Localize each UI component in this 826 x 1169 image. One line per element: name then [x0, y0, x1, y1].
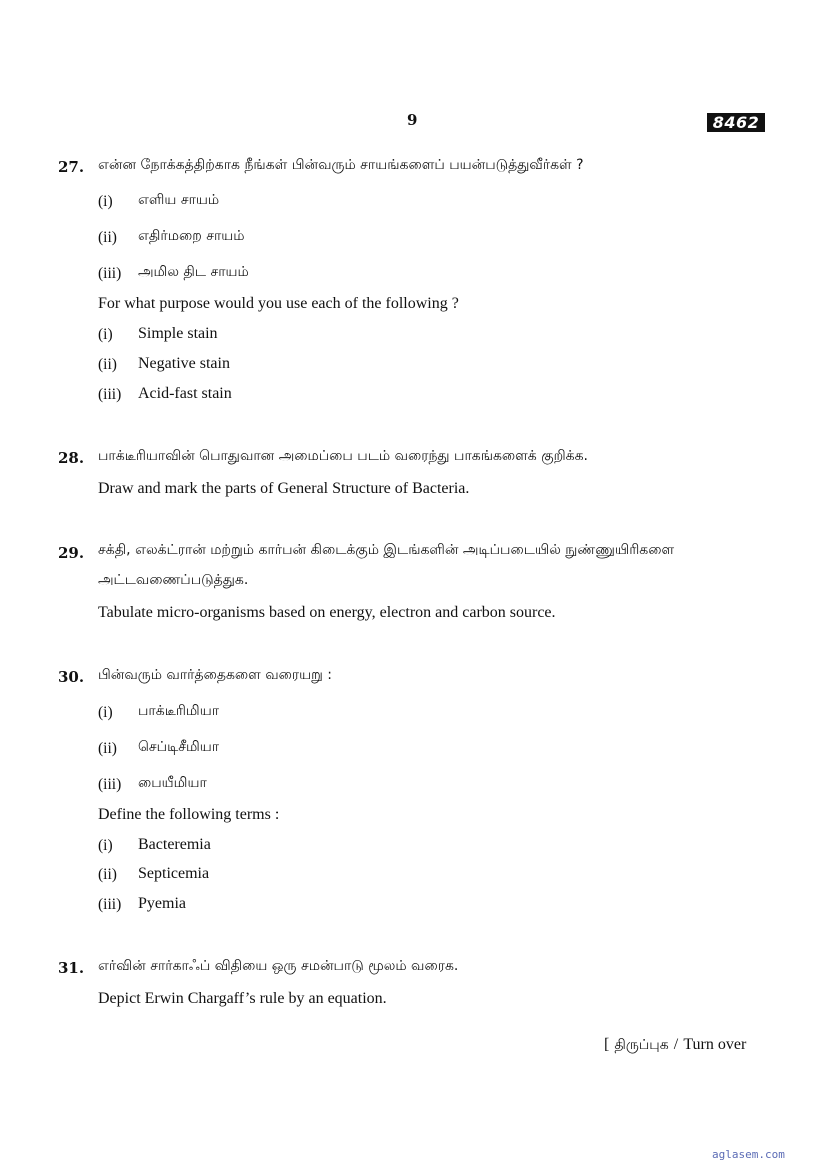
bracket: [	[604, 1036, 610, 1053]
question-text-tamil: எர்வின் சார்காஃப் விதியை ஒரு சமன்பாடு மூலம் வரைக.	[98, 958, 459, 974]
item-label: (iii)	[98, 896, 122, 913]
question-text-english: Draw and mark the parts of General Structure of Bacteria.	[98, 480, 470, 497]
question-text-tamil: சக்தி, எலக்ட்ரான் மற்றும் கார்பன் கிடைக்கும் இடங்களின் அடிப்படையில் நுண்ணுயிரிகளை	[98, 542, 675, 558]
watermark: aglasem.com	[712, 1148, 785, 1161]
item-text-english: Bacteremia	[138, 836, 211, 853]
question-text-tamil: அட்டவணைப்படுத்துக.	[98, 572, 249, 588]
question-text-tamil: பாக்டீரியாவின் பொதுவான அமைப்பை படம் வரைந்து பாகங்களைக் குறிக்க.	[98, 448, 588, 464]
item-label: (ii)	[98, 866, 117, 883]
turn-over-tamil: திருப்புக	[614, 1037, 669, 1053]
turn-over-english: Turn over	[683, 1036, 747, 1053]
item-label: (i)	[98, 326, 113, 343]
item-label: (i)	[98, 704, 113, 721]
question-number: 29.	[58, 544, 85, 562]
question-text-english: For what purpose would you use each of the following ?	[98, 295, 459, 312]
paper-code-badge: 8462	[707, 113, 765, 132]
item-label: (ii)	[98, 229, 117, 246]
item-text-tamil: பாக்டீரிமியா	[138, 703, 220, 719]
item-text-tamil: பையீமியா	[138, 775, 207, 791]
question-text-english: Depict Erwin Chargaff’s rule by an equation.	[98, 990, 387, 1007]
item-label: (iii)	[98, 265, 122, 282]
question-number: 31.	[58, 959, 85, 977]
item-label: (ii)	[98, 740, 117, 757]
question-number: 27.	[58, 158, 85, 176]
item-text-tamil: அமில திட சாயம்	[138, 264, 249, 280]
item-text-english: Pyemia	[138, 895, 186, 912]
item-text-tamil: எதிர்மறை சாயம்	[138, 228, 245, 244]
separator: /	[673, 1036, 679, 1053]
question-text-tamil: பின்வரும் வார்த்தைகளை வரையறு :	[98, 667, 332, 683]
page-number: 9	[407, 111, 418, 129]
question-text-english: Tabulate micro-organisms based on energy, electron and carbon source.	[98, 604, 556, 621]
turn-over-note	[604, 1034, 746, 1055]
item-text-english: Acid-fast stain	[138, 385, 232, 402]
item-label: (iii)	[98, 386, 122, 403]
item-text-english: Simple stain	[138, 325, 218, 342]
item-text-english: Negative stain	[138, 355, 230, 372]
item-label: (i)	[98, 193, 113, 210]
item-label: (ii)	[98, 356, 117, 373]
item-label: (iii)	[98, 776, 122, 793]
question-text-tamil: என்ன நோக்கத்திற்காக நீங்கள் பின்வரும் சாயங்களைப் பயன்படுத்துவீர்கள் ?	[98, 157, 584, 173]
item-label: (i)	[98, 837, 113, 854]
item-text-tamil: செப்டிசீமியா	[138, 739, 220, 755]
question-number: 30.	[58, 668, 85, 686]
question-text-english: Define the following terms :	[98, 806, 280, 823]
item-text-english: Septicemia	[138, 865, 210, 882]
question-number: 28.	[58, 449, 85, 467]
item-text-tamil: எளிய சாயம்	[138, 192, 220, 208]
